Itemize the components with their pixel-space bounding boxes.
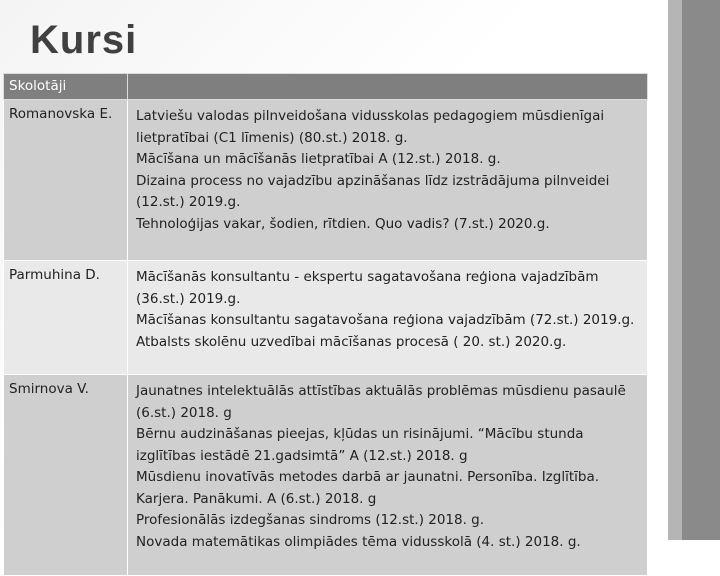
course-item: Dizaina process no vajadzību apzināšanas līdz izstrādājuma pilnveidei (12.st.) 2019.g. — [136, 172, 610, 210]
table-row — [4, 100, 648, 261]
course-item: Mācīšanas konsultantu sagatavošana reģiona vajadzībām (72.st.) 2019.g. — [136, 312, 635, 328]
table-header-row — [4, 74, 648, 100]
course-item: Mācīšana un mācīšanās lietpratībai A (12.st.) 2018. g. — [136, 151, 501, 167]
teacher-name-cell — [4, 100, 128, 261]
course-list — [128, 261, 647, 353]
course-item: Mācīšanās konsultantu - ekspertu sagatavošana reģiona vajadzībām (36.st.) 2019.g. — [136, 269, 599, 307]
course-item: Atbalsts skolēnu uzvedībai mācīšanas procesā ( 20. st.) 2020.g. — [136, 333, 567, 350]
header-cell-teachers: Skolotāji — [4, 74, 128, 100]
teacher-name: Romanovska E. — [9, 106, 113, 122]
side-decoration-bar-dark — [682, 0, 720, 540]
course-list — [128, 375, 647, 553]
courses-table — [3, 73, 648, 576]
course-item: Latviešu valodas pilnveidošana vidusskolas pedagogiem mūsdienīgai lietpratībai (C1 līmenis) (80.st.) 2018. g. — [136, 108, 605, 146]
course-list-cell — [128, 100, 648, 261]
course-item: Novada matemātikas olimpiādes tēma vidusskolā (4. st.) 2018. g. — [136, 533, 581, 550]
course-list-cell — [128, 375, 648, 576]
course-item: Tehnoloģijas vakar, šodien, rītdien. Quo vadis? (7.st.) 2020.g. — [136, 215, 550, 232]
teacher-name: Smirnova V. — [9, 381, 89, 397]
course-item: Profesionālās izdegšanas sindroms (12.st.) 2018. g. — [136, 512, 485, 528]
table-row — [4, 375, 648, 576]
course-item: Bērnu audzināšanas pieejas, kļūdas un risinājumi. “Mācību stunda izglītības iestādē 21.gadsimtā” A (12.st.) 2018. g — [136, 426, 584, 464]
course-item: Mūsdienu inovatīvās metodes darbā ar jaunatni. Personība. Izglītība. Karjera. Panākumi. A (6.st.) 2018. g — [136, 469, 600, 507]
course-item: Jaunatnes intelektuālās attīstības aktuālās problēmas mūsdienu pasaulē (6.st.) 2018. g — [136, 383, 626, 421]
header-cell-courses — [128, 74, 648, 100]
teacher-name-cell — [4, 375, 128, 576]
teacher-name-cell — [4, 261, 128, 375]
side-decoration-bar-light — [668, 0, 682, 540]
slide-title: Kursi — [30, 18, 138, 62]
course-list — [128, 100, 647, 235]
teacher-name: Parmuhina D. — [9, 267, 100, 283]
course-list-cell — [128, 261, 648, 375]
table-row — [4, 261, 648, 375]
